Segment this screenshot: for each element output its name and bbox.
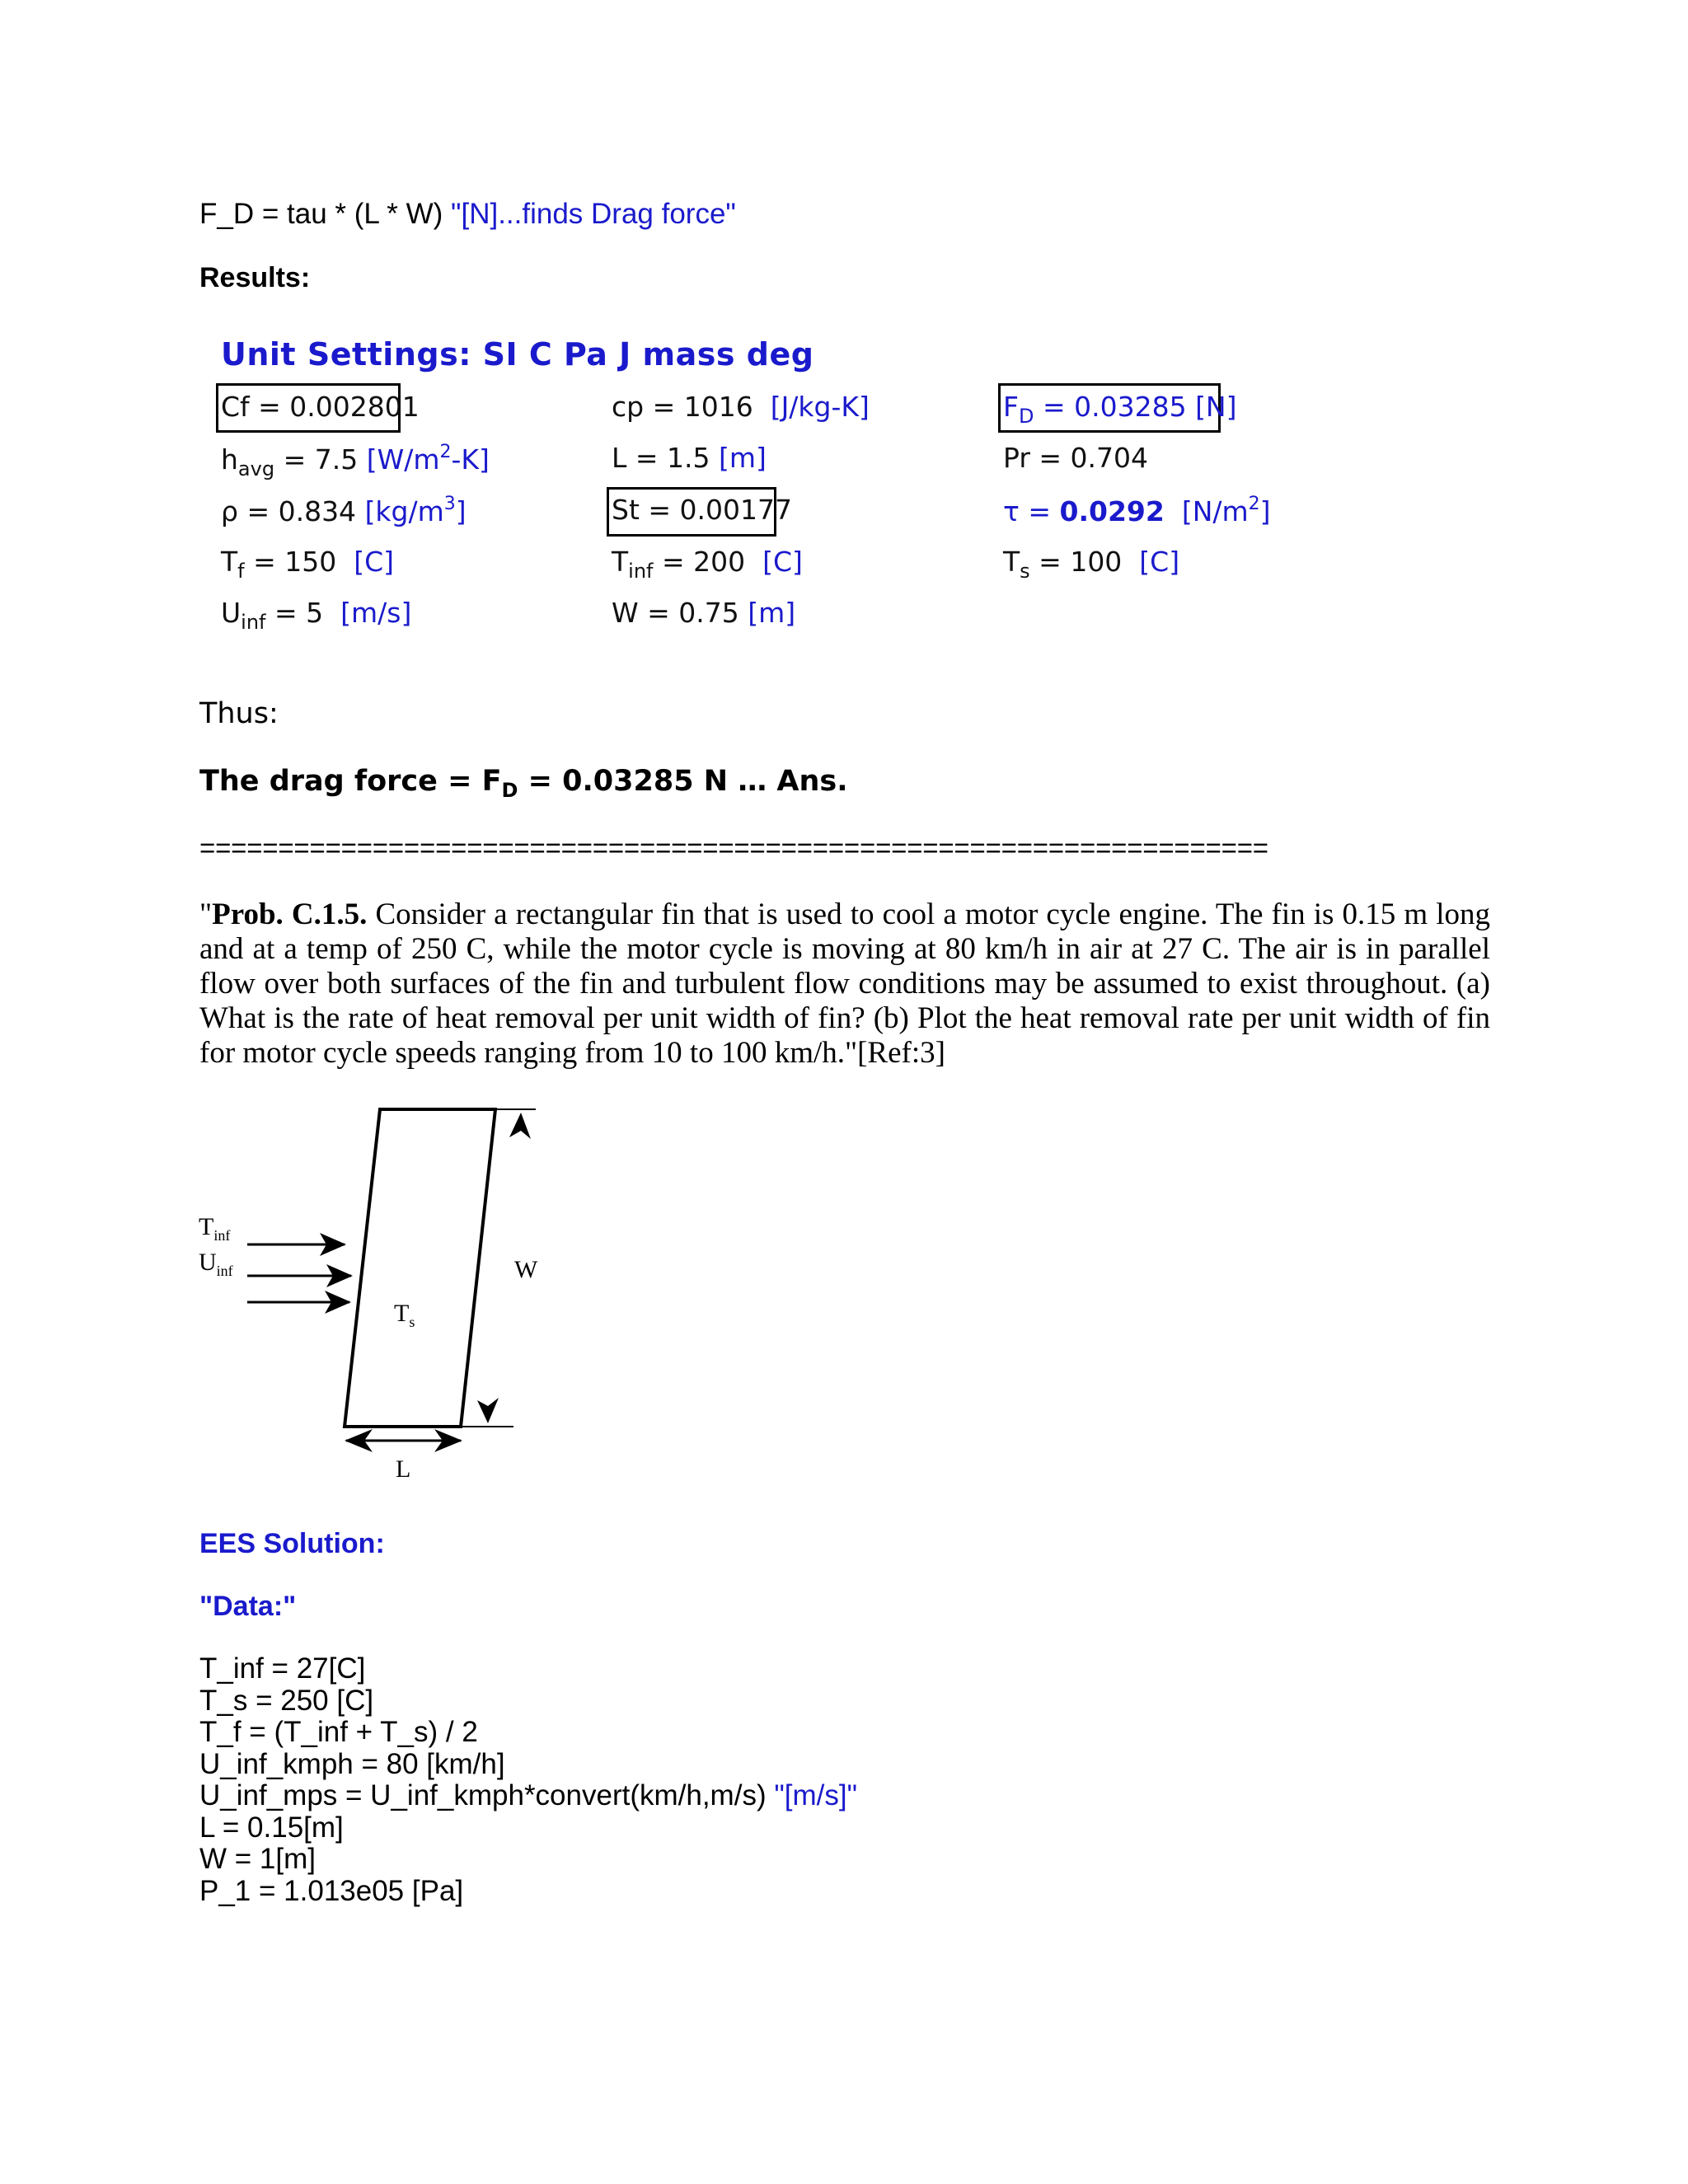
fin-diagram <box>190 1096 536 1492</box>
fin-shape <box>345 1109 495 1427</box>
fig-label-w: W <box>514 1256 538 1283</box>
fig-label-l: L <box>396 1455 411 1483</box>
thus-label: Thus: <box>199 697 279 730</box>
fig-label-ts: $T_s$ <box>394 1300 415 1330</box>
code-line-uinf-kmph: U_inf_kmph = 80 [km/h] <box>199 1748 505 1780</box>
result-cf: Cf = 0.002801 <box>221 391 420 423</box>
code-line-uinf-mps: U_inf_mps = U_inf_kmph*convert(km/h,m/s) "[m/s]" <box>199 1779 858 1811</box>
results-heading: Results: <box>199 262 311 293</box>
separator: ==================================================================== <box>199 832 1268 863</box>
data-heading: "Data:" <box>199 1591 297 1622</box>
result-pr: Pr = 0.704 <box>1003 442 1148 474</box>
result-rho: ρ = 0.834 $[kg/m^3]$ <box>221 494 467 527</box>
result-cp: cp = 1016 [J/kg-K] <box>612 391 870 423</box>
result-l: L = 1.5 [m] <box>612 442 767 474</box>
code-line-ts: T_s = 250 [C] <box>199 1685 374 1717</box>
result-w: W = 0.75 [m] <box>612 597 796 629</box>
code-line-tinf: T_inf = 27[C] <box>199 1652 366 1685</box>
fig-label-uinf: $U_{inf}$ <box>199 1249 233 1279</box>
result-havg: $h_{avg} = 7.5$ $[W/m^2-K]$ <box>221 442 490 480</box>
unit-settings: Unit Settings: SI C Pa J mass deg <box>221 336 814 373</box>
equation-comment: "[N]...finds Drag force" <box>451 198 736 230</box>
result-uinf: $U_{inf} = 5$ [m/s] <box>221 597 412 634</box>
code-line-p1: P_1 = 1.013e05 [Pa] <box>199 1875 464 1907</box>
code-line-w: W = 1[m] <box>199 1843 316 1875</box>
result-tf: $T_f = 150$ [C] <box>221 546 395 583</box>
drag-force-equation <box>199 198 736 231</box>
w-arrowhead-bottom <box>477 1398 499 1423</box>
w-arrowhead-top <box>509 1113 531 1139</box>
result-ts: $T_s = 100$ [C] <box>1003 546 1180 583</box>
fig-label-tinf: $T_{inf}$ <box>199 1213 231 1244</box>
result-st: St = 0.00177 <box>612 494 792 526</box>
result-fd: $F_D = 0.03285$ [N] <box>1003 391 1237 428</box>
result-tinf: $T_{inf} = 200$ [C] <box>612 546 803 583</box>
problem-statement: "Prob. C.1.5. Consider a rectangular fin that is used to cool a motor cycle engine. The fin is 0.15 m long and at a temp of 250 C, while the motor cycle is moving at 80 km/h in air at 27 C. The air is in parallel flow over both surfaces of the fin and turbulent flow conditions may be assumed to exist throughout. (a) What is the rate of heat removal per unit width of fin? (b) Plot the heat removal rate per unit width of fin for motor cycle speeds ranging from 10 to 100 km/h."[Ref:3] <box>199 898 1490 1070</box>
code-line-tf: T_f = (T_inf + T_s) / 2 <box>199 1716 478 1748</box>
ees-solution-heading: EES Solution: <box>199 1528 385 1559</box>
result-tau: τ = 0.0292 $[N/m^2]$ <box>1003 494 1271 527</box>
code-line-l: L = 0.15[m] <box>199 1811 344 1844</box>
answer-line: The drag force = $F_D = 0.03285$ N … Ans. <box>199 765 848 802</box>
equation-code: F_D = tau * (L * W) <box>199 198 452 230</box>
